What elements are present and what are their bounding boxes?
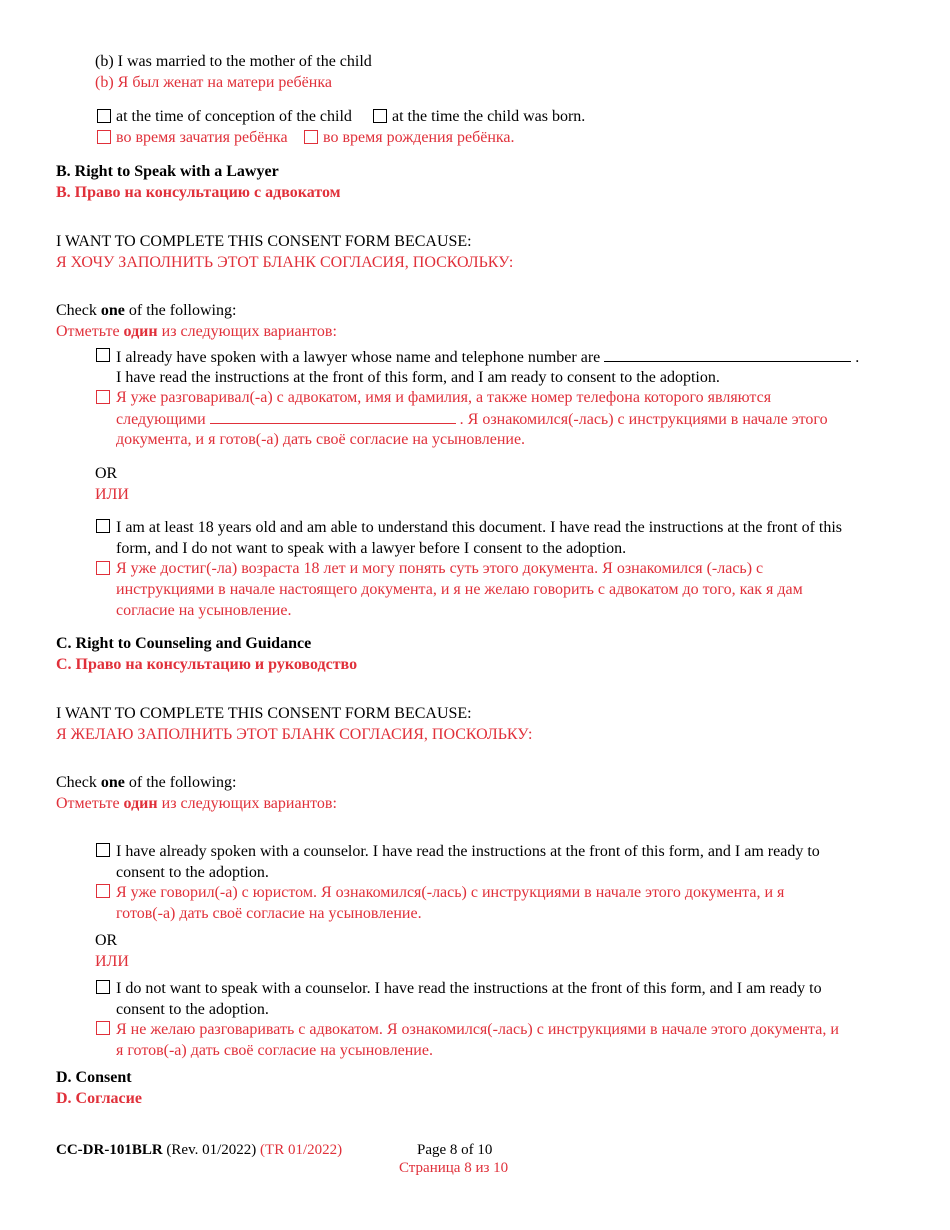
section-b-check-instruction-ru: Отметьте один из следующих вариантов: bbox=[56, 323, 337, 340]
no-lawyer-ru-line1: Я уже достиг(-ла) возраста 18 лет и могу понять суть этого документа. Я ознакомился (-лась) с bbox=[116, 560, 764, 577]
checkbox-no-counselor-ru[interactable] bbox=[96, 1021, 110, 1035]
label-conception-ru: во время зачатия ребёнка bbox=[116, 129, 288, 146]
section-d-heading-ru: D. Согласие bbox=[56, 1090, 142, 1107]
lawyer-spoken-ru-line3: документа, и я готов(-а) дать своё согласие на усыновление. bbox=[116, 431, 526, 448]
section-b-check-instruction-en: Check one of the following: bbox=[56, 302, 237, 319]
label-conception-en: at the time of conception of the child bbox=[116, 108, 352, 125]
no-lawyer-en-line1: I am at least 18 years old and am able to understand this document. I have read the instructions at the front of this bbox=[116, 519, 843, 536]
footer-page-en: Page 8 of 10 bbox=[417, 1142, 493, 1158]
no-lawyer-ru-line2: инструкциями в начале настоящего документа, и я не желаю говорить с адвокатом до того, как я дам bbox=[116, 581, 803, 598]
section-b-because-ru: Я ХОЧУ ЗАПОЛНИТЬ ЭТОТ БЛАНК СОГЛАСИЯ, ПОСКОЛЬКУ: bbox=[56, 254, 514, 271]
married-statement-en: (b) I was married to the mother of the child bbox=[95, 53, 372, 70]
no-counselor-ru-line2: я готов(-а) дать своё согласие на усыновление. bbox=[116, 1042, 433, 1059]
no-counselor-ru-line1: Я не желаю разговаривать с адвокатом. Я ознакомился(-лась) с инструкциями в начале этого документа, и bbox=[116, 1021, 839, 1038]
section-b-heading-en: B. Right to Speak with a Lawyer bbox=[56, 163, 279, 180]
counselor-spoken-en-line2: consent to the adoption. bbox=[116, 864, 269, 881]
checkbox-no-lawyer-en[interactable] bbox=[96, 519, 110, 533]
section-b-or-ru: ИЛИ bbox=[95, 486, 129, 503]
checkbox-no-counselor-en[interactable] bbox=[96, 980, 110, 994]
checkbox-lawyer-spoken-en[interactable] bbox=[96, 348, 110, 362]
no-counselor-en-line2: consent to the adoption. bbox=[116, 1001, 269, 1018]
label-born-ru: во время рождения ребёнка. bbox=[323, 129, 515, 146]
counselor-spoken-ru-line2: готов(-а) дать своё согласие на усыновление. bbox=[116, 905, 422, 922]
checkbox-conception-en[interactable] bbox=[97, 109, 111, 123]
lawyer-contact-field-ru[interactable] bbox=[210, 409, 456, 424]
checkbox-born-en[interactable] bbox=[373, 109, 387, 123]
checkbox-no-lawyer-ru[interactable] bbox=[96, 561, 110, 575]
section-c-heading-ru: С. Право на консультацию и руководство bbox=[56, 656, 358, 673]
counselor-spoken-ru-line1: Я уже говорил(-а) с юристом. Я ознакомился(-лась) с инструкциями в начале этого документа, и я bbox=[116, 884, 785, 901]
section-c-because-ru: Я ЖЕЛАЮ ЗАПОЛНИТЬ ЭТОТ БЛАНК СОГЛАСИЯ, ПОСКОЛЬКУ: bbox=[56, 726, 533, 743]
section-b-because-en: I WANT TO COMPLETE THIS CONSENT FORM BECAUSE: bbox=[56, 233, 472, 250]
section-c-check-instruction-ru: Отметьте один из следующих вариантов: bbox=[56, 795, 337, 812]
lawyer-contact-field-en[interactable] bbox=[604, 347, 851, 362]
no-counselor-en-line1: I do not want to speak with a counselor. I have read the instructions at the front of this form, and I am ready to bbox=[116, 980, 822, 997]
no-lawyer-ru-line3: согласие на усыновление. bbox=[116, 602, 292, 619]
section-c-or-en: OR bbox=[95, 932, 118, 949]
counselor-spoken-en-line1: I have already spoken with a counselor. I have read the instructions at the front of this form, and I am ready to bbox=[116, 843, 820, 860]
checkbox-born-ru[interactable] bbox=[304, 130, 318, 144]
label-born-en: at the time the child was born. bbox=[392, 108, 586, 125]
section-c-or-ru: ИЛИ bbox=[95, 953, 129, 970]
footer-page-ru: Страница 8 из 10 bbox=[399, 1160, 509, 1176]
section-c-check-instruction-en: Check one of the following: bbox=[56, 774, 237, 791]
no-lawyer-en-line2: form, and I do not want to speak with a lawyer before I consent to the adoption. bbox=[116, 540, 627, 557]
checkbox-counselor-spoken-en[interactable] bbox=[96, 843, 110, 857]
checkbox-conception-ru[interactable] bbox=[97, 130, 111, 144]
section-c-heading-en: C. Right to Counseling and Guidance bbox=[56, 635, 312, 652]
married-statement-ru: (b) Я был женат на матери ребёнка bbox=[95, 74, 332, 91]
section-b-heading-ru: В. Право на консультацию с адвокатом bbox=[56, 184, 341, 201]
lawyer-spoken-en-line1: I already have spoken with a lawyer whose name and telephone number are . bbox=[116, 349, 860, 366]
section-b-or-en: OR bbox=[95, 465, 118, 482]
lawyer-spoken-ru-line2: следующими . Я ознакомился(-лась) с инструкциями в начале этого bbox=[116, 411, 828, 428]
section-c-because-en: I WANT TO COMPLETE THIS CONSENT FORM BECAUSE: bbox=[56, 705, 472, 722]
section-d-heading-en: D. Consent bbox=[56, 1069, 132, 1086]
lawyer-spoken-en-line2: I have read the instructions at the front of this form, and I am ready to consent to the adoption. bbox=[116, 369, 720, 386]
checkbox-lawyer-spoken-ru[interactable] bbox=[96, 390, 110, 404]
lawyer-spoken-ru-line1: Я уже разговаривал(-а) с адвокатом, имя и фамилия, а также номер телефона которого являются bbox=[116, 389, 772, 406]
footer-form-id: CC-DR-101BLR (Rev. 01/2022) (TR 01/2022) bbox=[56, 1142, 343, 1158]
checkbox-counselor-spoken-ru[interactable] bbox=[96, 884, 110, 898]
